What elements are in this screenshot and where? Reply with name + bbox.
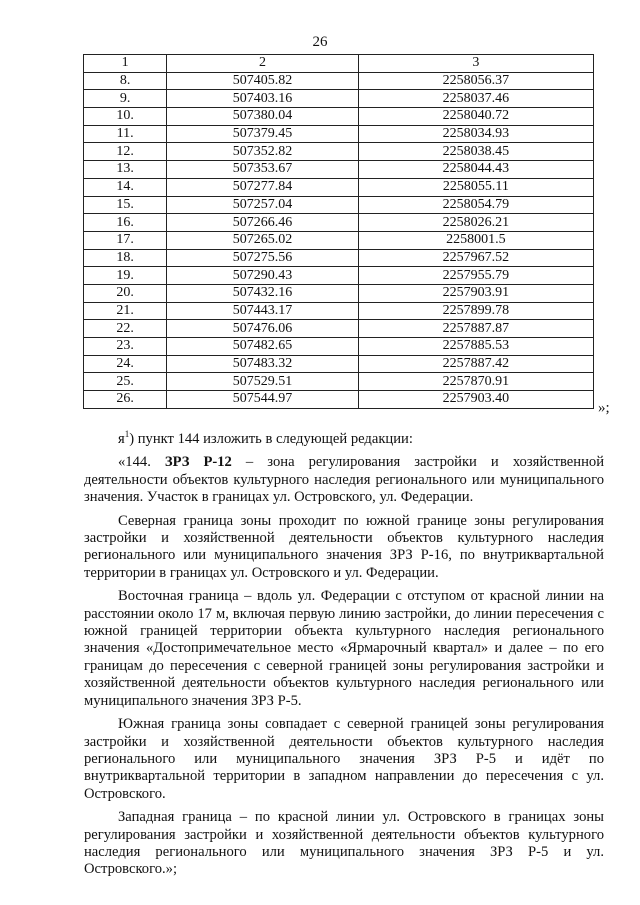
y-coordinate-cell: 2258001.5 xyxy=(358,231,593,249)
table-row xyxy=(84,72,594,90)
x-coordinate-cell: 507544.97 xyxy=(167,391,359,409)
point-number-cell: 12. xyxy=(84,143,167,161)
point-number-cell: 16. xyxy=(84,214,167,232)
point-number-cell: 25. xyxy=(84,373,167,391)
y-coordinate-cell: 2257903.91 xyxy=(358,284,593,302)
east-boundary-paragraph: Восточная граница – вдоль ул. Федерации с отступом от красной линии на расстоянии около 17 м, включая первую линию застройки, до линии пересечения с южной границей территории объекта культурного наследия регионального значения «Достопримечательное место «Ярмарочный квартал» и далее – по его границам до пересечения с северной границей зоны регулирования застройки и хозяйственной деятельности объектов культурного наследия регионального или муниципального значения ЗРЗ Р-5. xyxy=(84,588,604,709)
zone-description: – зона регулирования застройки и хозяйственной деятельности объектов культурного наследия регионального или муниципального значения. Участок в границах ул. Островского, ул. Федерации. xyxy=(84,454,605,506)
table-row xyxy=(84,90,594,108)
x-coordinate-cell: 507353.67 xyxy=(167,161,359,179)
table-row xyxy=(84,161,594,179)
table-row xyxy=(84,143,594,161)
y-coordinate-cell: 2257885.53 xyxy=(358,338,593,356)
x-coordinate-cell: 507443.17 xyxy=(167,302,359,320)
intro-superscript: 1 xyxy=(124,429,130,440)
y-coordinate-cell: 2257887.42 xyxy=(358,355,593,373)
table-row xyxy=(84,108,594,126)
intro-paragraph xyxy=(84,431,604,448)
point-number-cell: 21. xyxy=(84,302,167,320)
coordinates-table xyxy=(83,54,594,409)
x-coordinate-cell: 507275.56 xyxy=(167,249,359,267)
y-coordinate-cell: 2258037.46 xyxy=(358,90,593,108)
north-boundary-paragraph: Северная граница зоны проходит по южной границе зоны регулирования застройки и хозяйственной деятельности объектов культурного наследия регионального или муниципального значения ЗРЗ Р-16, по внутриквартальной территории в границах ул. Островского и ул. Федерации. xyxy=(84,512,604,581)
table-header-row xyxy=(84,55,594,73)
y-coordinate-cell: 2257955.79 xyxy=(358,267,593,285)
point-number-cell: 17. xyxy=(84,231,167,249)
table-row xyxy=(84,267,594,285)
point-number-cell: 9. xyxy=(84,90,167,108)
x-coordinate-cell: 507529.51 xyxy=(167,373,359,391)
x-coordinate-cell: 507266.46 xyxy=(167,214,359,232)
intro-text: ) пункт 144 изложить в следующей редакции: xyxy=(129,431,413,447)
table-row xyxy=(84,284,594,302)
header-cell: 1 xyxy=(84,55,167,73)
y-coordinate-cell: 2258044.43 xyxy=(358,161,593,179)
table-row xyxy=(84,373,594,391)
point-number-cell: 19. xyxy=(84,267,167,285)
x-coordinate-cell: 507476.06 xyxy=(167,320,359,338)
point-number-cell: 22. xyxy=(84,320,167,338)
table-row xyxy=(84,302,594,320)
table-row xyxy=(84,249,594,267)
x-coordinate-cell: 507290.43 xyxy=(167,267,359,285)
point-number-cell: 26. xyxy=(84,391,167,409)
point-number-cell: 8. xyxy=(84,72,167,90)
x-coordinate-cell: 507483.32 xyxy=(167,355,359,373)
x-coordinate-cell: 507380.04 xyxy=(167,108,359,126)
y-coordinate-cell: 2258054.79 xyxy=(358,196,593,214)
y-coordinate-cell: 2257887.87 xyxy=(358,320,593,338)
table-row xyxy=(84,391,594,409)
table-row xyxy=(84,355,594,373)
x-coordinate-cell: 507482.65 xyxy=(167,338,359,356)
page-number: 26 xyxy=(312,34,328,50)
zone-code: ЗРЗ Р-12 xyxy=(164,454,232,471)
table-row xyxy=(84,320,594,338)
y-coordinate-cell: 2257903.40 xyxy=(358,391,593,409)
table-row xyxy=(84,338,594,356)
table-row xyxy=(84,125,594,143)
x-coordinate-cell: 507265.02 xyxy=(167,231,359,249)
y-coordinate-cell: 2258038.45 xyxy=(358,143,593,161)
x-coordinate-cell: 507257.04 xyxy=(167,196,359,214)
header-cell: 3 xyxy=(358,55,593,73)
point-number-cell: 20. xyxy=(84,284,167,302)
point-number-cell: 23. xyxy=(84,338,167,356)
document-body xyxy=(84,431,604,885)
x-coordinate-cell: 507405.82 xyxy=(167,72,359,90)
y-coordinate-cell: 2258026.21 xyxy=(358,214,593,232)
table-row xyxy=(84,214,594,232)
south-boundary-paragraph: Южная граница зоны совпадает с северной границей зоны регулирования застройки и хозяйственной деятельности объектов культурного наследия регионального или муниципального значения ЗРЗ Р-5 и идёт по внутриквартальной территории в западном направлении до пересечения с ул. Островского. xyxy=(84,716,604,802)
x-coordinate-cell: 507432.16 xyxy=(167,284,359,302)
point-number-cell: 24. xyxy=(84,355,167,373)
point-number-cell: 11. xyxy=(84,125,167,143)
table-row xyxy=(84,196,594,214)
point-number-cell: 10. xyxy=(84,108,167,126)
zone-paragraph xyxy=(84,454,604,506)
x-coordinate-cell: 507379.45 xyxy=(167,125,359,143)
y-coordinate-cell: 2257967.52 xyxy=(358,249,593,267)
header-cell: 2 xyxy=(167,55,359,73)
y-coordinate-cell: 2258056.37 xyxy=(358,72,593,90)
zone-prefix: «144. xyxy=(118,454,165,471)
point-number-cell: 13. xyxy=(84,161,167,179)
point-number-cell: 18. xyxy=(84,249,167,267)
y-coordinate-cell: 2257899.78 xyxy=(358,302,593,320)
table-row xyxy=(84,231,594,249)
y-coordinate-cell: 2257870.91 xyxy=(358,373,593,391)
west-boundary-paragraph: Западная граница – по красной линии ул. Островского в границах зоны регулирования застройки и хозяйственной деятельности объектов культурного наследия регионального или муниципального значения ЗРЗ Р-5 и ул. Островского.»; xyxy=(84,809,604,878)
x-coordinate-cell: 507277.84 xyxy=(167,178,359,196)
table-row xyxy=(84,178,594,196)
table-closing-quote: »; xyxy=(598,400,610,416)
y-coordinate-cell: 2258034.93 xyxy=(358,125,593,143)
x-coordinate-cell: 507403.16 xyxy=(167,90,359,108)
y-coordinate-cell: 2258055.11 xyxy=(358,178,593,196)
point-number-cell: 15. xyxy=(84,196,167,214)
y-coordinate-cell: 2258040.72 xyxy=(358,108,593,126)
intro-letter: я xyxy=(118,431,125,447)
coordinates-table-body xyxy=(84,55,594,409)
point-number-cell: 14. xyxy=(84,178,167,196)
x-coordinate-cell: 507352.82 xyxy=(167,143,359,161)
